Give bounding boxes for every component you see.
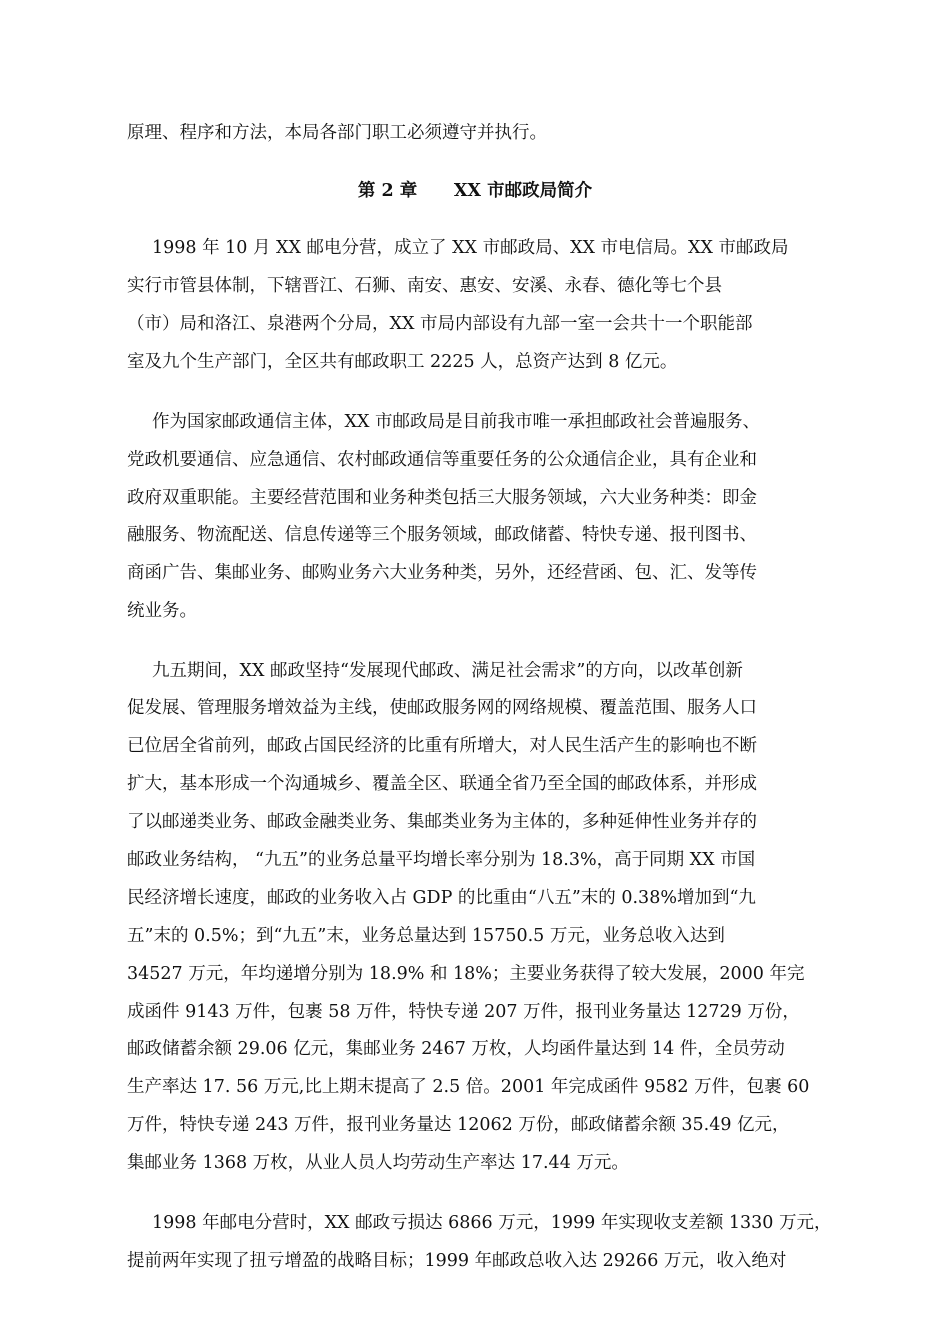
- chapter-title: 第 2 章 XX 市邮政局简介: [357, 181, 593, 201]
- paragraph-line: 1998 年 10 月 XX 邮电分营，成立了 XX 市邮政局、XX 市电信局。XX 市邮政局: [152, 238, 789, 258]
- paragraph-line: 1998 年邮电分营时，XX 邮政亏损达 6866 万元，1999 年实现收支差额 1330 万元，: [152, 1213, 832, 1233]
- paragraph-line: 室及九个生产部门，全区共有邮政职工 2225 人，总资产达到 8 亿元。: [127, 352, 678, 372]
- paragraph-line: 促发展、管理服务增效益为主线，使邮政服务网的网络规模、覆盖范围、服务人口: [127, 698, 757, 718]
- intro-tail-line: 原理、程序和方法，本局各部门职工必须遵守并执行。: [127, 123, 547, 143]
- paragraph-line: 商函广告、集邮业务、邮购业务六大业务种类，另外，还经营函、包、汇、发等传: [127, 563, 757, 583]
- paragraph-line: 实行市管县体制，下辖晋江、石狮、南安、惠安、安溪、永春、德化等七个县: [127, 276, 722, 296]
- paragraph-line: 集邮业务 1368 万枚，从业人员人均劳动生产率达 17.44 万元。: [127, 1153, 629, 1173]
- paragraph-line: 34527 万元，年均递增分别为 18.9% 和 18%；主要业务获得了较大发展，2000 年完: [127, 964, 805, 984]
- paragraph-line: 九五期间，XX 邮政坚持“发展现代邮政、满足社会需求”的方向，以改革创新: [152, 661, 743, 681]
- paragraph-line: 提前两年实现了扭亏增盈的战略目标；1999 年邮政总收入达 29266 万元，收入绝对: [127, 1251, 787, 1271]
- paragraph-line: 作为国家邮政通信主体，XX 市邮政局是目前我市唯一承担邮政社会普遍服务、: [152, 412, 760, 432]
- paragraph-line: 了以邮递类业务、邮政金融类业务、集邮类业务为主体的，多种延伸性业务并存的: [127, 812, 757, 832]
- paragraph-line: 已位居全省前列，邮政占国民经济的比重有所增大，对人民生活产生的影响也不断: [127, 736, 757, 756]
- paragraph-line: （市）局和洛江、泉港两个分局，XX 市局内部设有九部一室一会共十一个职能部: [127, 314, 753, 334]
- paragraph-line: 融服务、物流配送、信息传递等三个服务领域，邮政储蓄、特快专递、报刊图书、: [127, 525, 757, 545]
- paragraph-line: 民经济增长速度，邮政的业务收入占 GDP 的比重由“八五”末的 0.38%增加到“九: [127, 888, 756, 908]
- paragraph-line: 五”末的 0.5%；到“九五”末，业务总量达到 15750.5 万元，业务总收入达到: [127, 926, 725, 946]
- paragraph-line: 扩大，基本形成一个沟通城乡、覆盖全区、联通全省乃至全国的邮政体系，并形成: [127, 774, 757, 794]
- paragraph-line: 生产率达 17. 56 万元,比上期末提高了 2.5 倍。2001 年完成函件 9582 万件，包裹 60: [127, 1077, 810, 1097]
- paragraph-line: 邮政储蓄余额 29.06 亿元，集邮业务 2467 万枚，人均函件量达到 14 件，全员劳动: [127, 1039, 785, 1059]
- paragraph-line: 邮政业务结构， “九五”的业务总量平均增长率分别为 18.3%，高于同期 XX 市国: [127, 850, 756, 870]
- paragraph-line: 政府双重职能。主要经营范围和业务种类包括三大服务领域，六大业务种类：即金: [127, 488, 757, 508]
- paragraph-line: 万件，特快专递 243 万件，报刊业务量达 12062 万份，邮政储蓄余额 35.49 亿元，: [127, 1115, 790, 1135]
- paragraph-line: 党政机要通信、应急通信、农村邮政通信等重要任务的公众通信企业，具有企业和: [127, 450, 757, 470]
- paragraph-line: 成函件 9143 万件，包裹 58 万件，特快专递 207 万件，报刊业务量达 12729 万份，: [127, 1002, 800, 1022]
- paragraph-line: 统业务。: [127, 601, 197, 621]
